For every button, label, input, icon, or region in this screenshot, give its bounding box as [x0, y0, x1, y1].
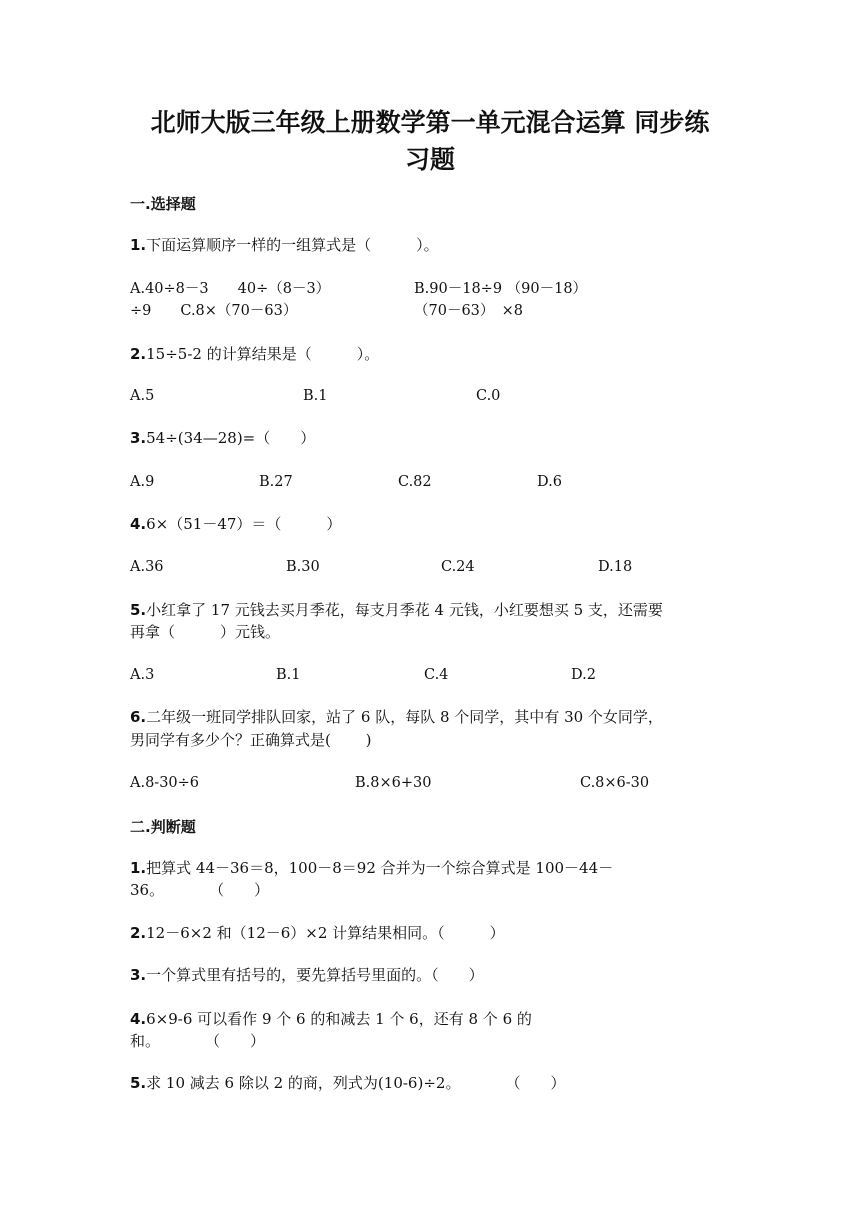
question-text: 6×（51－47）＝（ ） — [146, 515, 342, 533]
choice-question-3 — [130, 427, 740, 449]
judge-question-2 — [130, 922, 740, 944]
choice-3-option-d: D.6 — [537, 474, 562, 490]
judge-question-3 — [130, 964, 740, 986]
question-number: 5. — [130, 1074, 147, 1092]
choice-1-option-a: A.40÷8－3 40÷（8－3） — [130, 281, 331, 297]
question-number: 2. — [130, 924, 147, 942]
choice-6-option-c: C.8×6-30 — [580, 775, 650, 791]
choice-5-option-a: A.3 — [130, 667, 155, 683]
judge-question-4-line-2: 和。 （ ） — [130, 1032, 266, 1050]
question-number: 1. — [130, 236, 147, 254]
question-text: 一个算式里有括号的，要先算括号里面的。（ ） — [146, 966, 484, 984]
title-line-2: 习题 — [404, 145, 455, 174]
choice-4-option-b: B.30 — [286, 559, 320, 575]
question-text: 54÷(34—28)=（ ） — [146, 429, 316, 447]
choice-2-option-c: C.0 — [476, 388, 501, 404]
title-line-1: 北师大版三年级上册数学第一单元混合运算 同步练 — [150, 108, 710, 137]
question-text: 15÷5-2 的计算结果是（ ）。 — [146, 345, 380, 363]
choice-3-option-b: B.27 — [259, 474, 293, 490]
page-title — [100, 104, 760, 178]
choice-3-option-a: A.9 — [130, 474, 155, 490]
choice-2-option-b: B.1 — [303, 388, 328, 404]
choice-3-option-c: C.82 — [398, 474, 432, 490]
choice-question-4 — [130, 513, 740, 535]
judge-question-4 — [130, 1008, 740, 1030]
choice-4-option-d: D.18 — [598, 559, 633, 575]
section-heading-judge: 二.判断题 — [130, 818, 196, 836]
choice-question-5-line-2: 再拿（ ）元钱。 — [130, 623, 281, 641]
question-text: 求 10 减去 6 除以 2 的商，列式为(10-6)÷2。 （ ） — [146, 1074, 566, 1092]
question-text: 12－6×2 和（12－6）×2 计算结果相同。（ ） — [146, 924, 505, 942]
section-heading-choice: 一.选择题 — [130, 195, 196, 213]
choice-5-option-b: B.1 — [276, 667, 301, 683]
question-number: 1. — [130, 859, 147, 877]
choice-2-option-a: A.5 — [130, 388, 155, 404]
judge-question-1 — [130, 857, 740, 879]
choice-6-option-b: B.8×6+30 — [355, 775, 432, 791]
question-number: 6. — [130, 708, 147, 726]
question-number: 2. — [130, 345, 147, 363]
question-number: 3. — [130, 429, 147, 447]
question-text-line-1: 6×9-6 可以看作 9 个 6 的和减去 1 个 6，还有 8 个 6 的 — [146, 1010, 532, 1028]
choice-question-5 — [130, 599, 740, 621]
question-text-line-1: 把算式 44－36＝8，100－8＝92 合并为一个综合算式是 100－44－ — [146, 859, 614, 877]
question-number: 5. — [130, 601, 147, 619]
choice-question-6-line-2: 男同学有多少个？正确算式是( ) — [130, 731, 372, 749]
question-text-line-1: 小红拿了 17 元钱去买月季花，每支月季花 4 元钱，小红要想买 5 支，还需要 — [146, 601, 663, 619]
choice-question-6 — [130, 706, 740, 728]
judge-question-5 — [130, 1072, 740, 1094]
choice-1-option-c: ÷9 C.8×（70－63） — [130, 303, 298, 319]
choice-question-1 — [130, 234, 740, 256]
question-number: 3. — [130, 966, 147, 984]
choice-5-option-d: D.2 — [571, 667, 596, 683]
choice-4-option-a: A.36 — [130, 559, 164, 575]
choice-question-2 — [130, 343, 740, 365]
question-text-line-1: 二年级一班同学排队回家，站了 6 队，每队 8 个同学，其中有 30 个女同学， — [146, 708, 663, 726]
choice-4-option-c: C.24 — [441, 559, 475, 575]
choice-6-option-a: A.8-30÷6 — [130, 775, 200, 791]
judge-question-1-line-2: 36。 （ ） — [130, 881, 270, 899]
choice-1-option-b: B.90－18÷9 （90－18） — [414, 281, 588, 297]
choice-1-option-c-cont: （70－63） ×8 — [414, 303, 524, 319]
choice-5-option-c: C.4 — [424, 667, 449, 683]
question-number: 4. — [130, 1010, 147, 1028]
question-text: 下面运算顺序一样的一组算式是（ ）。 — [146, 236, 439, 254]
question-number: 4. — [130, 515, 147, 533]
